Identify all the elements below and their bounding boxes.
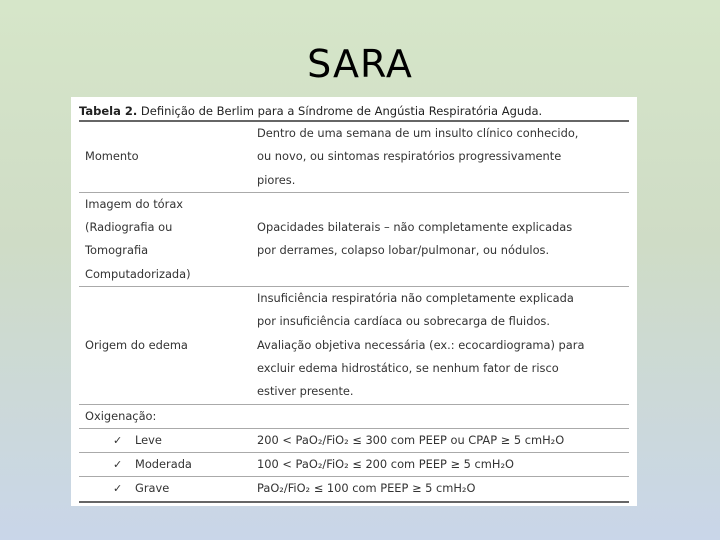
description-line: por insuficiência cardíaca ou sobrecarga de fluidos. xyxy=(257,314,550,329)
table-row xyxy=(79,287,629,404)
description-cell xyxy=(251,192,629,286)
slide-title: SARA xyxy=(307,42,413,86)
description-line: por derrames, colapso lobar/pulmonar, ou nódulos. xyxy=(257,243,550,258)
description-cell xyxy=(251,122,629,192)
criterion-cell: Oxigenação: xyxy=(79,404,251,428)
description-line: Avaliação objetiva necessária (ex.: ecocardiograma) para xyxy=(257,337,585,352)
criteria-table xyxy=(79,122,629,503)
criterion-line: (Radiografia ou xyxy=(85,220,173,235)
checkmark-icon: ✓ xyxy=(113,482,123,496)
description-line: Opacidades bilaterais – não completamente explicadas xyxy=(257,220,573,235)
table-row xyxy=(79,192,629,286)
description-cell xyxy=(251,287,629,404)
severity-label: Leve xyxy=(135,432,162,447)
criterion-cell xyxy=(79,453,251,477)
description-line: Dentro de uma semana de um insulto clínico conhecido, xyxy=(257,126,579,140)
checkmark-icon: ✓ xyxy=(113,458,123,472)
table-caption-label: Tabela 2. xyxy=(79,104,138,118)
description-cell: 200 < PaO₂/FiO₂ ≤ 300 com PEEP ou CPAP ≥ 5 cmH₂O xyxy=(251,428,629,452)
description-cell: PaO₂/FiO₂ ≤ 100 com PEEP ≥ 5 cmH₂O xyxy=(251,477,629,502)
table-row xyxy=(79,453,629,477)
criterion-line: Computadorizada) xyxy=(85,266,191,281)
table-caption-text: Definição de Berlim para a Síndrome de Angústia Respiratória Aguda. xyxy=(140,104,543,118)
description-line: ou novo, ou sintomas respiratórios progressivamente xyxy=(257,149,562,164)
description-line: estiver presente. xyxy=(257,384,354,399)
criterion-cell: Momento xyxy=(79,122,251,192)
table-row xyxy=(79,428,629,452)
description-cell: 100 < PaO₂/FiO₂ ≤ 200 com PEEP ≥ 5 cmH₂O xyxy=(251,453,629,477)
table-caption xyxy=(79,103,629,122)
severity-label: Grave xyxy=(135,481,170,496)
table-row xyxy=(79,122,629,192)
table-row xyxy=(79,477,629,502)
criterion-cell xyxy=(79,192,251,286)
severity-label: Moderada xyxy=(135,457,192,472)
criterion-cell: Origem do edema xyxy=(79,287,251,404)
criterion-line: Tomografia xyxy=(85,243,149,258)
description-line: excluir edema hidrostático, se nenhum fator de risco xyxy=(257,360,559,375)
table-row xyxy=(79,404,629,428)
description-cell xyxy=(251,404,629,428)
checkmark-icon: ✓ xyxy=(113,433,123,447)
criterion-cell xyxy=(79,477,251,502)
description-line: piores. xyxy=(257,172,296,187)
criterion-line: Imagem do tórax xyxy=(85,196,184,211)
criterion-cell xyxy=(79,428,251,452)
berlin-definition-table xyxy=(71,97,637,506)
description-line: Insuficiência respiratória não completamente explicada xyxy=(257,291,574,306)
